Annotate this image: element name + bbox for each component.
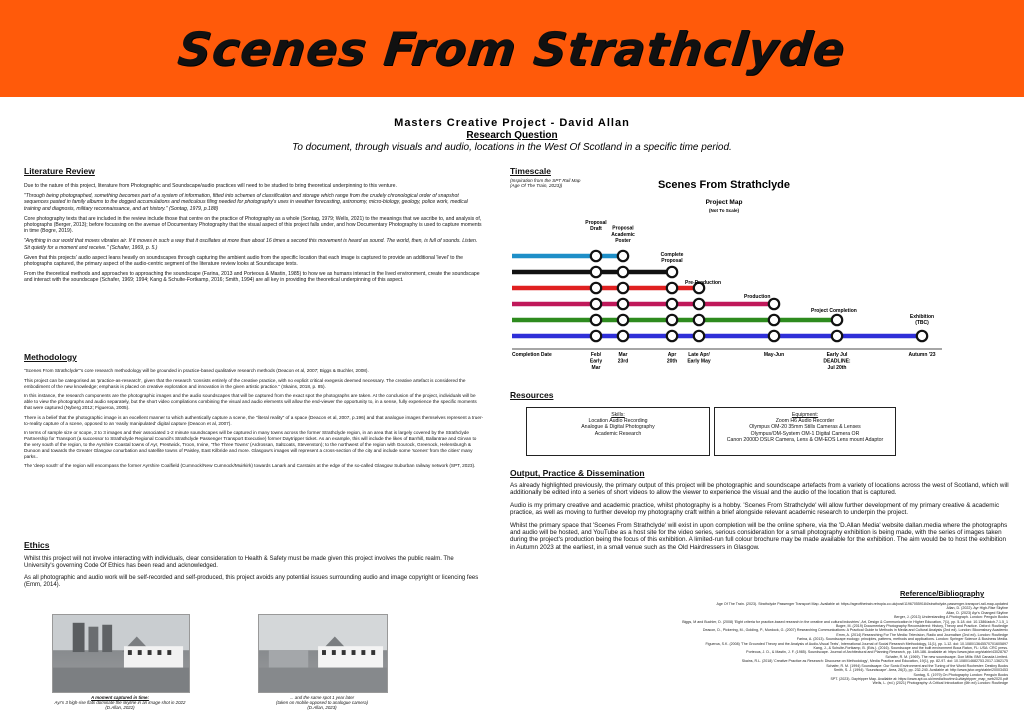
output-para: Whilst the primary space that 'Scenes From Strathclyde' will exist in upon completion will be the online sphere, via the 'D.Allan Media' website dallan.media where the photographs and audio will be hosted, and YouTube as a host site for the video series, serious consideration for a small photography exhibition is being made, with the series of images taken during the project's production being the focus of this exhibition. A limited-run full colour brochure may be made available for the exhibition. The aim would be to host the exhibition in Autumn 2023 at the earliest, in a small venue such as the Old Hairdressers in Glasgow.: [510, 521, 1008, 551]
stop-date: Apr: [667, 352, 677, 358]
reference-item: Emm, A. (2014) Researching For The Media: Television, Radio and Journalism (2nd ed). London: Routledge: [836, 632, 1008, 637]
timeline-stop: [618, 315, 628, 325]
reference-item: Biggs, M and Buchler, D. (2008) 'Eight criteria for practice-based research in the creative and cultural industries', Art, Design & Communication in Higher Education, 7(1), pp. 5-18. doi: 10.1386/adch.7.1.5_1: [682, 619, 1008, 624]
timeline-stop: [832, 315, 842, 325]
ethics-heading: Ethics: [24, 540, 50, 550]
output-para: Audio is my primary creative and academic practice, whilst photography is a hobby. 'Scenes From Strathclyde' will allow further development of my primary creative & academic practice, as well as moving to further develop my photography craft within a brief alongside relevant academic research to underpin the project.: [510, 501, 1000, 517]
timeline-stop: [769, 315, 779, 325]
timeline-stop: [591, 315, 601, 325]
stop-date: 23rd: [617, 358, 629, 365]
skills-heading: Skills:: [611, 412, 625, 418]
reference-item: Schafer, R. M. (1969). The new soundscape. Don Mills: BMI Canada Limited.: [885, 654, 1008, 659]
equipment-box: [714, 407, 896, 456]
timescale-note-line: (Inspiration from the SPT Rail Map: [510, 178, 581, 183]
stop-date: Jul 20th: [827, 365, 847, 371]
methodology-body: [24, 368, 484, 473]
reference-item: Sontag, S. (1979) On Photography London: Penguin Books: [913, 672, 1008, 677]
map-subtitle: Project Map: [705, 199, 743, 206]
stop-label: Academic: [611, 231, 635, 238]
timeline-stop: [667, 283, 677, 293]
reference-item: Allan, D. (2022). Ayr High-Rise Skyline: [946, 606, 1008, 611]
equipment-heading: Equipment:: [791, 412, 819, 418]
stop-label: Poster: [615, 238, 631, 244]
timeline-stop: [667, 315, 677, 325]
timeline-stop: [591, 331, 601, 341]
reference-item: Smith, S. J. (1994). 'Soundscape'. Area, 26(3), pp. 232-240. Available at: http://www.jstor.org/stable/20003453: [833, 668, 1008, 673]
lit-para: Core photography texts that are included in the review include those that centre on the practice of Photography as a whole (Sontag, 1979; Wells, 2021) to the meanings that we ascribe to, and analysis of, photographs (Berger, 2013); before focussing on the avenue of Documentary Photography that the visual aspect of this project falls under, and how Documentary Photography is used to capture moments in time (Bogre, 2019).: [24, 215, 482, 235]
methodology-heading: Methodology: [24, 352, 77, 362]
stop-date: May-Jun: [763, 352, 785, 358]
stop-date: Mar: [618, 352, 628, 358]
timeline-stop: [618, 299, 628, 309]
stop-date: Early May: [687, 358, 711, 365]
timeline-stop: [667, 331, 677, 341]
timeline-stop: [832, 331, 842, 341]
reference-item: Age Of The Train. (2023). Strathclyde Passenger Transport Map. Available at: https://ageofthetrain.retropia.co.uk/post/119670559184/strathclyde-passenger-transport-rail-map-updated: [716, 602, 1008, 606]
timeline-stop: [591, 299, 601, 309]
equipment-item: Zoom H6 Audio Recorder: [775, 418, 835, 425]
lit-quote: "Anything in our world that moves vibrates air. If it moves in such a way that it oscillates at more than about 16 times a second this movement is heard as sound. The world, then, is full of sounds. Listen. Sit quietly for a moment and receive." (Schafer, 1969, p. 5.): [24, 238, 478, 251]
completion-date-label: Completion Date: [512, 352, 552, 358]
photo-caption-2023: [252, 695, 392, 710]
timeline-stop: [667, 299, 677, 309]
stop-date: Early Jul: [826, 352, 848, 358]
lit-para: Given that this projects' audio aspect leans heavily on soundscapes through capturing the ambient audio from the specific location that each image is captured to provide an additional 'level' to the photographs captured, the primary aspect of the audio-centric segment of the literature review looks at Soundscape texts.: [24, 254, 463, 268]
timeline-stop: [591, 267, 601, 277]
timeline-stop: [591, 251, 601, 261]
caption-line: (D.Allan, 2022): [105, 705, 135, 710]
project-timeline-map: [508, 176, 948, 380]
stop-date: 20th: [666, 358, 678, 365]
timeline-stop: [591, 283, 601, 293]
research-question-text: To document, through visuals and audio, locations in the West Of Scotland in a specific time period.: [292, 142, 732, 153]
skill-item: Analogue & Digital Photography: [581, 424, 655, 431]
lit-para: From the theoretical methods and approaches to approaching the soundscape (Farina, 2013 and Porteous & Mastin, 1985) to how we as humans interact in the lived environment, create the soundscape and interact with the soundscape (Schafer, 1969; 1994; Kang & Schulte-Fortkamp, 2016; Smith, 1994) are all key in providing the theoretical underpinning of this aspect.: [24, 271, 480, 284]
stop-label: Pre-Production: [685, 280, 722, 286]
literature-review-body: [24, 183, 484, 288]
caption-line: (D.Allan, 2023): [307, 705, 337, 710]
reference-item: Farina, A. (2013). Soundscape ecology: principles, patterns, methods and applications. London: Springer Science & Business Media.: [796, 637, 1008, 642]
method-para: In terms of sample size or scope, 2 to 3 images and their associated 1-2 minute soundscapes will be captured in many towns across the former Strathclyde region, in an area that is largely covered by the Strathclyde Partnership for Transport (a successor to Strathclyde Regional Council's Strathclyde Passenger Transport Executive) former Daytripper ticket. As an example, this will include the likes of Barrhill, Ballantrae and Girvan to the very south of the region, to the Ayrshire Coastal towns of Ayr, Prestwick, Troon, Irvine, 'The Three Towns' (Ardrossan, Saltcoats, Stevenston); to the northwest of the region with Gourock, Greenock, Helensburgh & Dunoon and towards the Greater Glasgow conurbation and satellite towns of Paisley, East Kilbride and more. Glasgow's images will represent a cross-section of the city and include some 'scenes' from the cities' many parks..: [24, 430, 477, 459]
reference-item: Berger, J. (2013) Understanding A Photograph. London: Penguin Books: [894, 615, 1008, 620]
references-list: [508, 602, 1008, 686]
ayr-skyline-photo-2022: [52, 614, 190, 693]
ethics-body: [24, 556, 484, 594]
map-title: Scenes From Strathclyde: [657, 179, 791, 191]
timescale-heading: Timescale: [510, 166, 551, 176]
stop-date: DEADLINE:: [823, 358, 851, 365]
timeline-stop: [618, 251, 628, 261]
stop-label: Exhibition: [909, 313, 935, 320]
reference-item: Bogre, M. (2019) Documentary Photography Reconsidered: History, Theory and Practice. Oxford: Routledge: [835, 624, 1008, 629]
stop-date: Early: [589, 358, 603, 365]
reference-item: Skains, R.L. (2018) 'Creative Practice as Research: Discourse on Methodology', Media Practice and Education, 19(1), pp. 82-97. doi: 10.1080/14682753.2017.1362175: [741, 659, 1008, 664]
timeline-stop: [618, 283, 628, 293]
skill-item: Academic Research: [594, 430, 642, 437]
stop-label: Project Completion: [811, 308, 857, 314]
title-banner: [0, 0, 1024, 97]
timeline-stop: [694, 299, 704, 309]
reference-item: Wells, L. (ed.) (2021) Photography: A Critical Introduction (6th ed) London: Routledge: [872, 681, 1008, 686]
stop-date: Autumn '23: [908, 352, 936, 358]
reference-item: Kang, J., & Schulte-Fortkamp, B. (Eds.). (2016). Soundscape and the built environment Boca Raton, FL: USA: CRC press.: [813, 646, 1008, 651]
output-heading: Output, Practice & Dissemination: [510, 468, 645, 478]
stop-label: Complete: [660, 251, 684, 258]
ayr-skyline-photo-2023: [258, 614, 388, 693]
literature-review-heading: Literature Review: [24, 166, 95, 176]
stop-label: Draft: [590, 226, 602, 232]
skill-item: Location Audio Recording: [588, 418, 648, 425]
timeline-stop: [694, 315, 704, 325]
stop-date: Late Apr/: [688, 352, 710, 358]
ethics-para: As all photographic and audio work will be self-recorded and self-produced, this project avoids any potential issues surrounding audio and image copyright or licencing fees (Emm, 2014).: [24, 575, 479, 588]
stop-label: Proposal: [661, 258, 683, 264]
caption-line: (taken on mobile opposed to analogue camera): [275, 700, 369, 705]
lit-quote: "Through being photographed, something becomes part of a system of information, fitted into schemes of classification and storage which range from the crudely chronological order of snapshot sequences pasted in family albums to the dogged accumulations and meticulous filing needed for photography's uses in weather forecasting, astronomy, micro-biology, geology, police work, medical training and diagnosis, military reconnaissance, and art history." (Sontag, 1979, p.188): [24, 193, 468, 212]
timescale-note-line: (Age Of The Train, 2023)): [510, 183, 563, 189]
equipment-item: Olympus OM-20 35mm Stills Cameras & Lenses: [749, 424, 861, 431]
equipment-item: Olympus/OM-System OM-1 Digital Camera OR: [750, 430, 860, 437]
caption-title: A moment captured in time:: [91, 695, 149, 700]
reference-item: Porteous, J. D., & Mastin, J. F. (1985). Soundscape. Journal of Architectural and Planning Research, pp. 169-186. Available at: https://www.jstor.org/stable/43028767: [746, 650, 1008, 655]
caption-line: ... and the same spot 1 year later: [289, 695, 355, 700]
timeline-stop: [917, 331, 927, 341]
timeline-stop: [618, 267, 628, 277]
skills-box: [526, 407, 710, 456]
author-line: Masters Creative Project - David Allan: [394, 117, 630, 129]
resources-heading: Resources: [510, 390, 554, 400]
reference-item: Figueroa, S.K. (2008) 'The Grounded Theory and the Analysis of Audio-Visual Texts', International Journal of Social Research Methodology, 11(1), pp. 1-12. doi: 10.1080/13645570701605897: [705, 641, 1008, 646]
stop-label: Production: [744, 294, 771, 300]
timeline-stop: [694, 331, 704, 341]
method-para: The 'deep south' of the region will encompass the former Ayrshire Coalfield (Cumnock/New Cumnock/Muirkirk) towards Lanark and Carstairs at the edge of the so-called Glasgow Suburban railway network (SPT, 2023).: [24, 463, 476, 469]
stop-label: Proposal: [585, 219, 607, 226]
timeline-stop: [667, 267, 677, 277]
stop-label: (TBC): [915, 320, 929, 326]
output-para: As already highlighted previously, the primary output of this project will be photographic and soundscape artefacts from a variety of locations across the west of Scotland, which will additionally be edited into a series of short videos to allow the viewer to experience the visual and the audio of the location that is captured.: [510, 482, 1009, 497]
research-question-heading: Research Question: [466, 130, 558, 141]
method-para: This project can be categorised as 'practice-as-research', given that the research 'consists entirely of the creative practice, with no explicit critical exegesis deemed necessary. The creative artefact is considered the embodiment of the new knowledge; emphasis is placed on creative exploration and innovation in the given artistic practice." (Skains, 2018, p. 85).: [24, 377, 466, 389]
lit-para: Due to the nature of this project, literature from Photographic and Soundscape/audio practices will need to be studied to bring theoretical underpinning to this venture.: [24, 183, 397, 189]
map-subtitle-note: (Not To Scale): [709, 208, 739, 213]
timeline-stop: [769, 331, 779, 341]
reference-item: Deacon, D., Pickering, M., Golding, P., Murdock, G. (2007) Researching Communications: A Practical Guide to Methods in Media and Cultural Analysis (2nd ed). London: Bloomsbury Academic: [702, 628, 1008, 633]
stop-date: Feb/: [590, 352, 602, 358]
reference-item: Schafer, R. M. (1994) Soundscape: Our Sonic Environment and the Tuning of the World Rochester: Destiny Books: [826, 663, 1008, 668]
equipment-item: Canon 2000D DSLR Camera, Lens & OM-EOS Lens mount Adaptor: [726, 436, 884, 443]
stop-date: Mar: [591, 365, 601, 371]
timeline-stop: [618, 331, 628, 341]
reference-item: SPT. (2023). Daytripper Map. Available at: https://www.spt.co.uk/media/buvlmn1u/daytripper_map_web2020.pdf: [830, 676, 1008, 681]
method-para: There is a belief that the photographic image is an excellent manner to which authentically capture a scene, the "literal reality" of a space (Deacon et al, 2007, p.196) and that analogue images themselves represent a truer-to-reality capture of a scene, opposed to an 'easily manipulated' digital capture (Deacon et al, 2007).: [24, 414, 484, 426]
photo-caption-2022: [50, 695, 190, 710]
stop-label: Proposal: [612, 225, 634, 232]
reference-item: Allan, D. (2023) Ayr's Changed Skyline: [946, 610, 1008, 615]
caption-line: Ayr's 3 high-rise flats dominate the skyline in an image shot in 2022: [54, 700, 186, 705]
poster-title: Scenes From Strathclyde: [175, 21, 849, 76]
method-para: In this instance, the research components are the photographic images and the audio soundscapes that will be captured from the exact spot the photographs are taken. At the conclusion of the project, individuals will be able to view the photographs and audio separately, but the short video compilations combining the visual and audio elements will allow the end-viewer the opportunity to, in a sense, fully experience the specific moments that were captured (Nyberg 2012; Figueroa, 2005).: [24, 393, 477, 410]
method-para: "Scenes From Strathclyde"'s core research methodology will be grounded in practice-based qualitative research methods (Deacon et al, 2007; Biggs & Buchler, 2008).: [24, 368, 369, 373]
output-body: [510, 482, 1010, 556]
timeline-stop: [769, 299, 779, 309]
references-heading: Reference/Bibliography: [900, 589, 985, 598]
ethics-para: Whilst this project will not involve interacting with individuals, clear consideration to Health & Safety must be made given this project involves the public realm. The University's governing Code Of Ethics has been read and acknowledged.: [24, 556, 454, 569]
